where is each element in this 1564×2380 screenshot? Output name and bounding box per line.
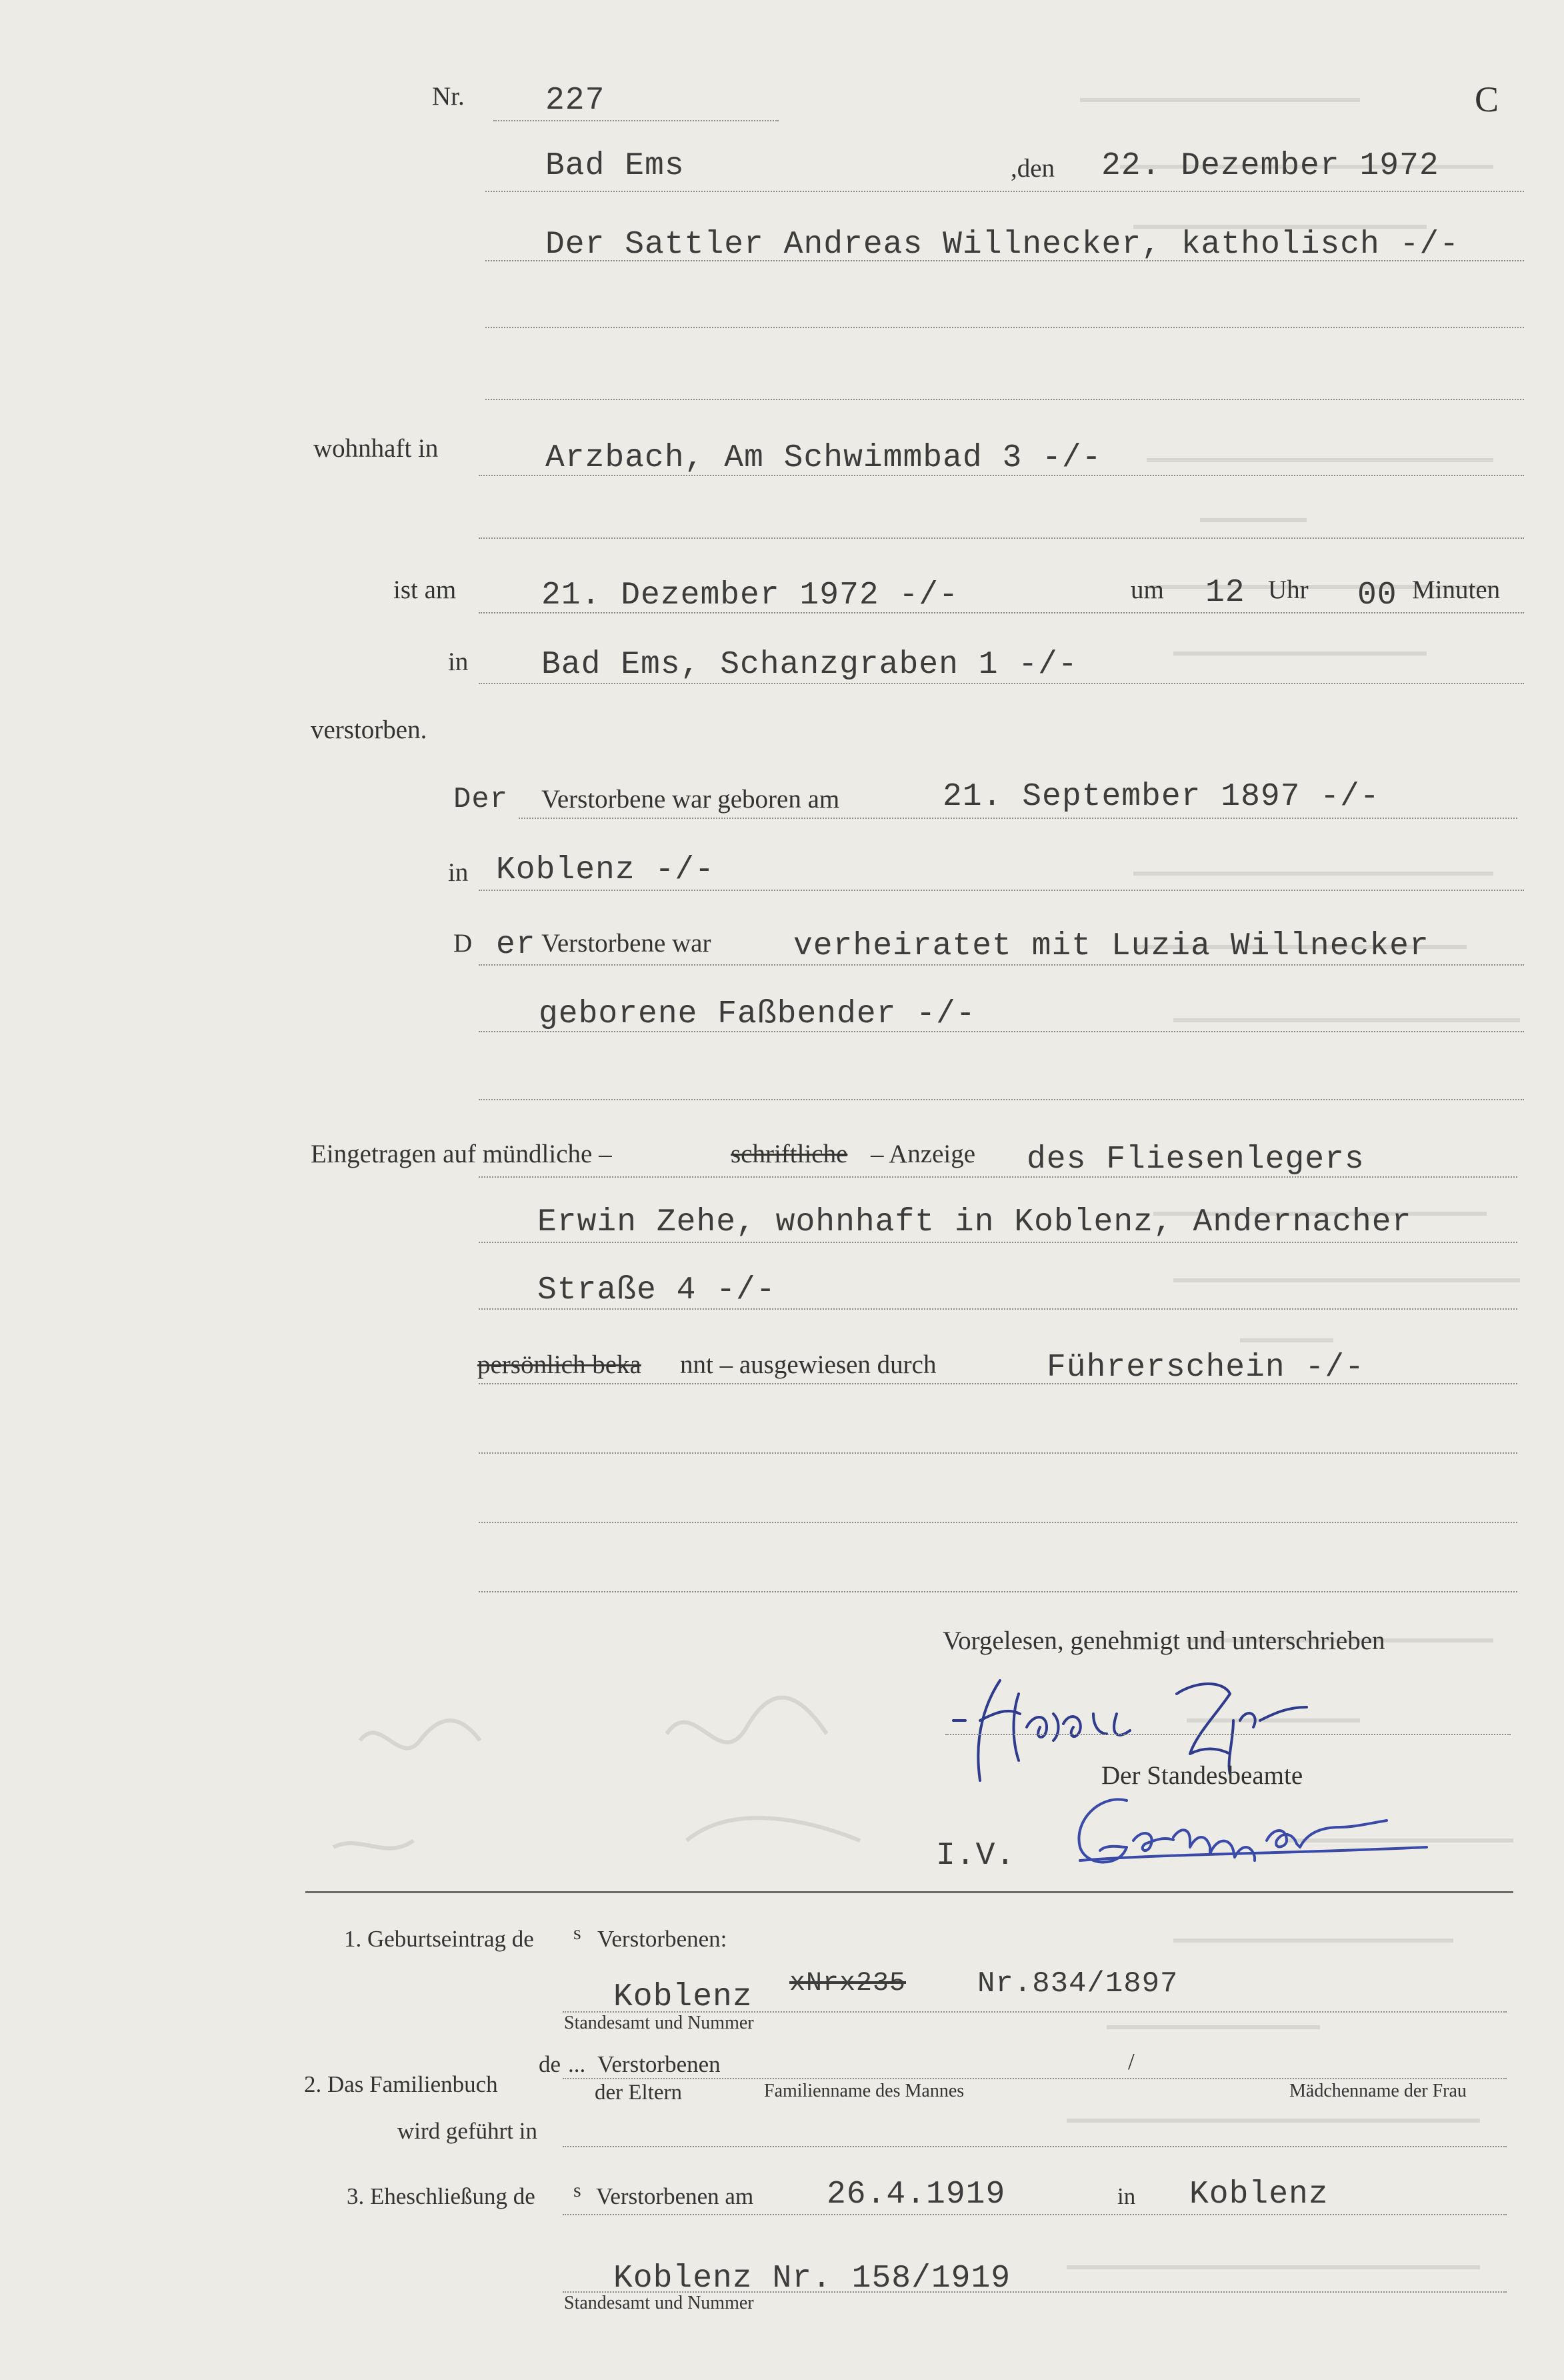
death-minutes: 00 <box>1357 577 1397 614</box>
section-divider <box>305 1891 1513 1893</box>
item2-slash: / <box>1128 2049 1135 2075</box>
spouse-birth-name: geborene Faßbender -/- <box>539 996 976 1032</box>
death-hour: 12 <box>1205 575 1245 611</box>
family-book-line <box>563 2078 1507 2079</box>
family-book-place-line <box>563 2146 1507 2147</box>
nr-line <box>493 120 779 121</box>
der-prefix: Der <box>453 783 509 816</box>
item1-suffix: Verstorbenen: <box>597 1926 727 1952</box>
corner-letter: C <box>1475 79 1499 119</box>
er-suffix: er <box>496 927 536 963</box>
verstorben-label: verstorben. <box>311 716 427 744</box>
record-place: Bad Ems <box>545 148 685 184</box>
maiden-name-label: Mädchenname der Frau <box>1289 2081 1467 2101</box>
informant-rule-2 <box>479 1242 1517 1243</box>
um-label: um <box>1131 575 1164 604</box>
deceased-line-1-rule <box>485 260 1524 261</box>
birth-registry-number: Nr.834/1897 <box>977 1967 1179 2001</box>
id-document: Führerschein -/- <box>1047 1350 1365 1386</box>
death-date-label: ist am <box>393 575 457 604</box>
struck-known: persönlich beka <box>477 1350 641 1379</box>
death-date: 21. Dezember 1972 -/- <box>541 577 959 614</box>
item2-label: 2. Das Familienbuch <box>304 2071 498 2097</box>
iv-label: I.V. <box>936 1838 1016 1874</box>
blank-line-1 <box>479 1452 1517 1454</box>
spouse-line-2 <box>479 1099 1524 1100</box>
item1-label: 1. Geburtseintrag de <box>344 1926 534 1952</box>
birth-date-line <box>519 818 1517 819</box>
standesamt-label-2: Standesamt und Nummer <box>564 2293 754 2313</box>
marriage-registry: Koblenz Nr. 158/1919 <box>613 2261 1011 2297</box>
birth-place-line <box>479 890 1524 891</box>
birth-date: 21. September 1897 -/- <box>943 779 1380 815</box>
birth-registry-struck: xNrx235 <box>789 1969 907 1999</box>
death-place: Bad Ems, Schanzgraben 1 -/- <box>541 647 1078 683</box>
informant-line-3: Straße 4 -/- <box>537 1272 776 1308</box>
birth-place-label: in <box>448 858 469 887</box>
deceased-line-3-rule <box>485 399 1524 400</box>
eingetragen-label: Eingetragen auf mündliche – <box>311 1140 612 1168</box>
marriage-date: 26.4.1919 <box>827 2177 1006 2213</box>
item3-s: s <box>573 2179 581 2201</box>
item1-s: s <box>573 1922 581 1944</box>
birth-registry-place: Koblenz <box>613 1979 753 2015</box>
minuten-label: Minuten <box>1412 575 1501 604</box>
record-number: 227 <box>545 83 605 119</box>
item3-in: in <box>1117 2183 1136 2209</box>
item2-deceased: Verstorbenen <box>597 2051 721 2077</box>
record-date: 22. Dezember 1972 <box>1101 148 1439 184</box>
blank-line-3 <box>479 1591 1517 1592</box>
residence-line-2 <box>479 537 1524 539</box>
deceased-line-1: Der Sattler Andreas Willnecker, katholisch -/- <box>545 227 1460 263</box>
anzeige-label: – Anzeige <box>871 1140 976 1168</box>
marital-status: verheiratet mit Luzia Willnecker <box>793 928 1429 964</box>
struck-written: schriftliche <box>731 1140 848 1168</box>
uhr-label: Uhr <box>1268 575 1309 604</box>
nr-label: Nr. <box>432 82 465 111</box>
standesamt-label-1: Standesamt und Nummer <box>564 2013 754 2033</box>
informant-line-1: des Fliesenlegers <box>1027 1142 1365 1178</box>
marriage-place: Koblenz <box>1189 2177 1329 2213</box>
item2-de: de <box>539 2051 561 2077</box>
birth-place: Koblenz -/- <box>496 852 715 888</box>
informant-rule-1 <box>479 1176 1517 1178</box>
item2-parents: der Eltern <box>595 2081 683 2105</box>
place-date-line <box>485 191 1524 192</box>
blank-line-2 <box>479 1522 1517 1523</box>
residence-label: wohnhaft in <box>313 434 439 463</box>
item3-suffix: Verstorbenen am <box>596 2183 754 2209</box>
d-prefix: D <box>453 929 473 958</box>
item2-kept-in: wird geführt in <box>397 2118 537 2144</box>
death-place-line <box>479 683 1524 684</box>
marital-label: Verstorbene war <box>541 929 711 958</box>
residence-value: Arzbach, Am Schwimmbad 3 -/- <box>545 440 1102 476</box>
item3-label: 3. Eheschließung de <box>347 2183 535 2209</box>
husband-name-label: Familienname des Mannes <box>764 2081 965 2101</box>
born-label: Verstorbene war geboren am <box>541 785 840 814</box>
spouse-line <box>479 1031 1524 1032</box>
deceased-line-2-rule <box>485 327 1524 328</box>
id-label: nnt – ausgewiesen durch <box>680 1350 937 1379</box>
vorgelesen-text: Vorgelesen, genehmigt und unterschrieben <box>943 1626 1385 1655</box>
registrar-signature <box>1053 1787 1453 1881</box>
id-line <box>479 1383 1517 1384</box>
residence-line <box>479 475 1524 476</box>
den-label: ,den <box>1011 154 1055 183</box>
marital-line <box>479 964 1524 966</box>
informant-line-2: Erwin Zehe, wohnhaft in Koblenz, Andernacher <box>537 1204 1412 1240</box>
marriage-line <box>563 2214 1507 2215</box>
death-place-label: in <box>448 648 469 676</box>
informant-signature-line <box>945 1734 1511 1735</box>
informant-rule-3 <box>479 1308 1517 1310</box>
item2-dots: ... <box>568 2051 586 2077</box>
registrar-label: Der Standesbeamte <box>1101 1761 1303 1790</box>
death-date-line <box>479 612 1524 614</box>
